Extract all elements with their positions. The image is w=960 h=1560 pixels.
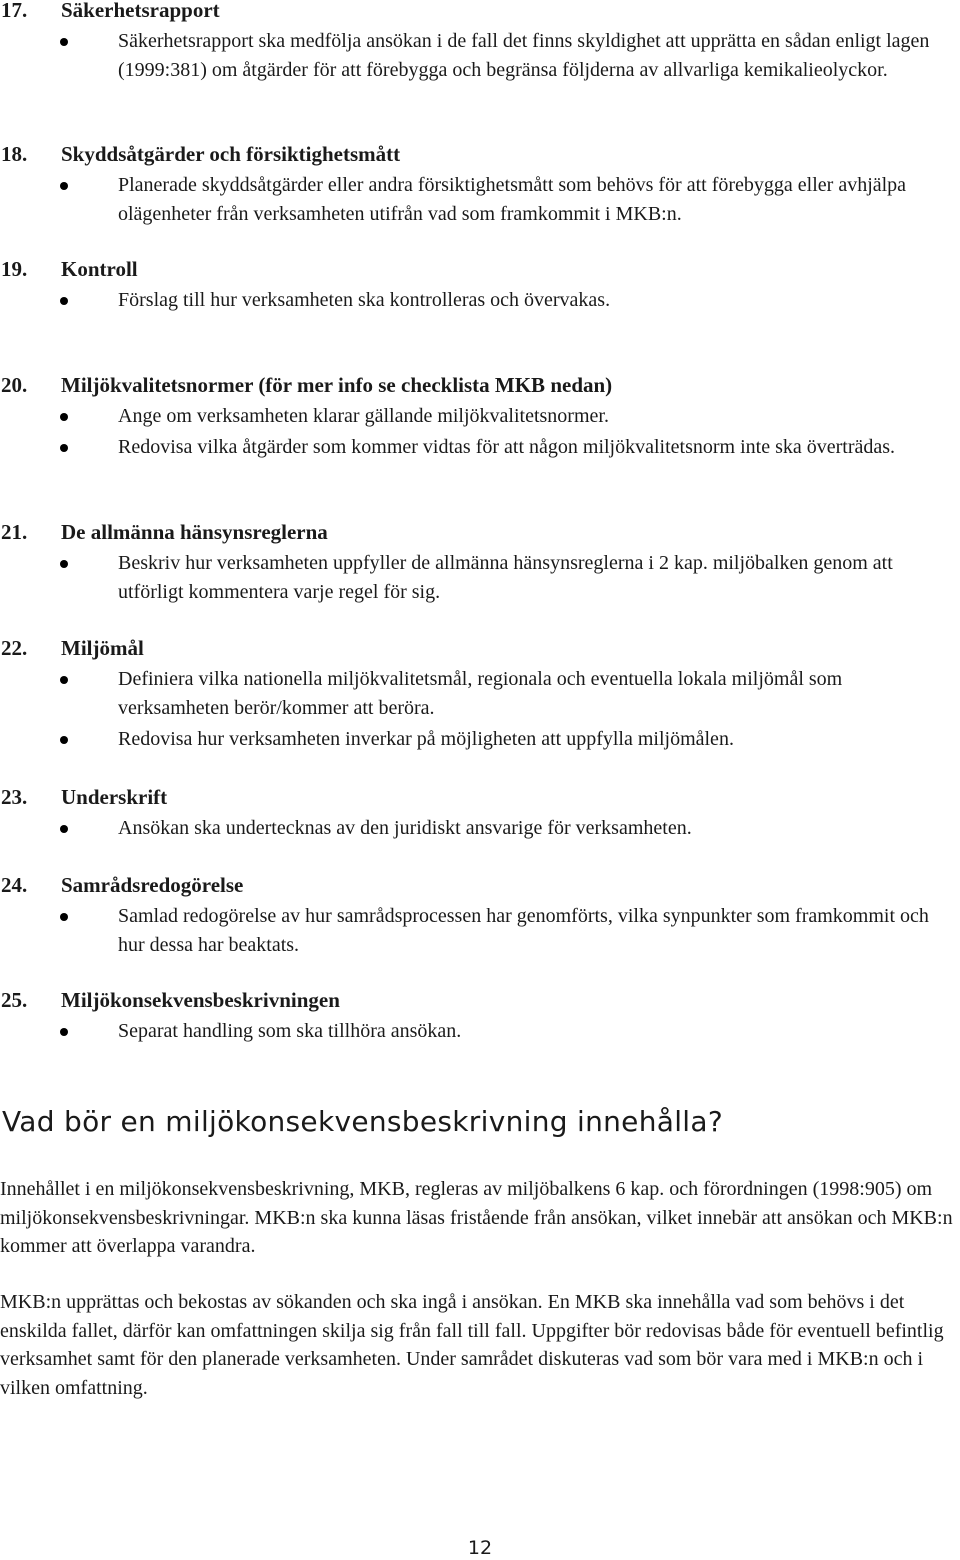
bullet-icon (60, 38, 68, 46)
section-number: 22. (1, 636, 28, 660)
section-23 (0, 783, 955, 843)
section-22 (0, 634, 955, 754)
section-heading (0, 371, 955, 400)
section-number: 17. (1, 0, 28, 22)
section-number: 18. (1, 142, 28, 166)
section-number: 21. (1, 520, 28, 544)
list-item: Ange om verksamheten klarar gällande miljökvalitetsnormer. (0, 402, 955, 431)
list-item: Ansökan ska undertecknas av den juridiskt ansvarige för verksamheten. (0, 814, 955, 843)
list-item: Redovisa hur verksamheten inverkar på möjligheten att uppfylla miljömålen. (0, 725, 955, 754)
section-24 (0, 871, 955, 960)
list-item: Säkerhetsrapport ska medfölja ansökan i de fall det finns skyldighet att upprätta en sådan enligt lagen (1999:381) om åtgärder för att förebygga och begränsa följderna av allvarliga kemikalieolyckor. (0, 27, 955, 85)
list-item: Definiera vilka nationella miljökvalitetsmål, regionala och eventuella lokala miljömål som verksamheten berör/kommer att beröra. (0, 665, 955, 723)
section-number: 23. (1, 785, 28, 809)
section-25 (0, 986, 955, 1046)
section-number: 24. (1, 873, 28, 897)
bullet-icon (60, 413, 68, 421)
list-item: Beskriv hur verksamheten uppfyller de allmänna hänsynsreglerna i 2 kap. miljöbalken genom att utförligt kommentera varje regel för sig. (0, 549, 955, 607)
list-item: Redovisa vilka åtgärder som kommer vidtas för att någon miljökvalitetsnorm inte ska överträdas. (0, 433, 955, 462)
section-heading (0, 140, 955, 169)
bullet-icon (60, 825, 68, 833)
bullet-icon (60, 1028, 68, 1036)
section-17 (0, 0, 955, 85)
section-title: De allmänna hänsynsreglerna (61, 520, 328, 544)
page-number: 12 (467, 1537, 493, 1559)
section-heading (0, 518, 955, 547)
section-title: Skyddsåtgärder och försiktighetsmått (61, 142, 401, 166)
section-title: Kontroll (61, 257, 138, 281)
list-item: Planerade skyddsåtgärder eller andra försiktighetsmått som behövs för att förebygga eller avhjälpa olägenheter från verksamheten utifrån vad som framkommit i MKB:n. (0, 171, 955, 229)
section-number: 19. (1, 257, 28, 281)
section-number: 25. (1, 988, 28, 1012)
bullet-icon (60, 297, 68, 305)
bullet-icon (60, 676, 68, 684)
section-19 (0, 255, 955, 315)
section-heading (0, 871, 955, 900)
section-heading (0, 783, 955, 812)
list-item: Samlad redogörelse av hur samrådsprocessen har genomförts, vilka synpunkter som framkommit och hur dessa har beaktats. (0, 902, 955, 960)
section-number: 20. (1, 373, 28, 397)
section-title: Underskrift (61, 785, 168, 809)
section-heading (0, 255, 955, 284)
paragraph: MKB:n upprättas och bekostas av sökanden och ska ingå i ansökan. En MKB ska innehålla vad som behövs i det enskilda fallet, därför kan omfattningen skilja sig från fall till fall. Uppgifter bör redovisas både för eventuell befintlig verksamhet samt för den planerade verksamheten. Under samrådet diskuteras vad som bör vara med i MKB:n och i vilken omfattning. (0, 1291, 944, 1399)
section-20 (0, 371, 955, 462)
section-21 (0, 518, 955, 607)
bullet-icon (60, 913, 68, 921)
bullet-icon (60, 444, 68, 452)
section-heading (0, 0, 955, 25)
section-18 (0, 140, 955, 229)
page-heading: Vad bör en miljökonsekvensbeskrivning innehålla? (2, 1105, 723, 1138)
section-title: Miljökvalitetsnormer (för mer info se checklista MKB nedan) (61, 373, 613, 397)
list-item: Förslag till hur verksamheten ska kontrolleras och övervakas. (0, 286, 955, 315)
paragraph: Innehållet i en miljökonsekvensbeskrivning, MKB, regleras av miljöbalkens 6 kap. och förordningen (1998:905) om miljökonsekvensbeskrivningar. MKB:n ska kunna läsas fristående från ansökan, vilket innebär att ansökan och MKB:n kommer att överlappa varandra. (0, 1178, 953, 1257)
section-heading (0, 634, 955, 663)
section-title: Miljömål (61, 636, 144, 660)
bullet-icon (60, 182, 68, 190)
section-title: Samrådsredogörelse (61, 873, 244, 897)
section-title: Miljökonsekvensbeskrivningen (61, 988, 340, 1012)
bullet-icon (60, 560, 68, 568)
list-item: Separat handling som ska tillhöra ansökan. (0, 1017, 955, 1046)
section-heading (0, 986, 955, 1015)
bullet-icon (60, 736, 68, 744)
section-title: Säkerhetsrapport (61, 0, 220, 22)
